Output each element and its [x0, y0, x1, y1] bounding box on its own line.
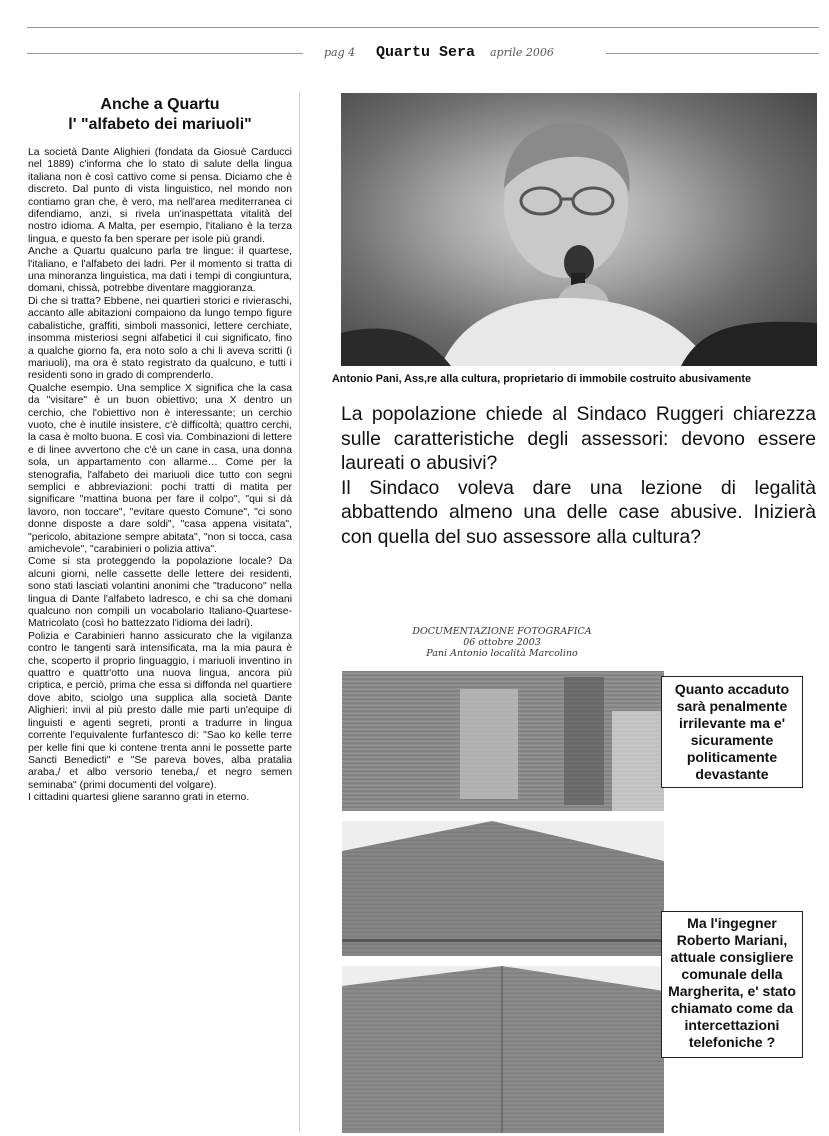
masthead [0, 44, 829, 64]
building-photo-1 [342, 671, 664, 811]
newspaper-name: Quartu Sera [376, 44, 476, 61]
building-side-illustration [342, 966, 664, 1133]
callout-question: La popolazione chiede al Sindaco Ruggeri chiarezza sulle caratteristiche degli assessori: devono essere laureati o abusivi? [341, 403, 816, 475]
page-number: pag 4 [324, 46, 356, 59]
documentation-header [340, 626, 664, 659]
documentation-title: DOCUMENTAZIONE FOTOGRAFICA [412, 626, 592, 637]
headline-line-1: Anche a Quartu [100, 96, 220, 113]
masthead-rule-right [606, 53, 819, 54]
photo-documentation [340, 618, 664, 1133]
masthead-rule-left [27, 53, 303, 54]
building-photo-3 [342, 966, 664, 1133]
column-divider [299, 92, 300, 1132]
portrait-illustration [341, 93, 817, 366]
documentation-location: Pani Antonio località Marcolino [426, 648, 578, 659]
issue-date: aprile 2006 [490, 46, 554, 59]
article-paragraph: Qualche esempio. Una semplice X significa che la casa da "visitare" è un buon obiettivo; una X dentro un cerchio, che l'obiettivo non è interessante; un cerchio vuoto, che è inutile insistere, c'è difficoltà; quattro cerchi, la casa è molto buona. E così via. Combinazioni di lettere e di linee avvertono che c'è un cane in casa, una donna sola, un appartamento con allarme… Come per la stenografia, l'alfabeto dei mariuoli dice tutto con segni semplici e abbreviazioni: pochi tratti di matita per significare "mattina buona per fare il colpo", "qui si dà lavoro, non toccare", "evitare questo Comune", "ci sono donne disposte a dare soldi", "casa appena visitata", "pericolo, abitazione sempre abitata", "non si tocca, casa amichevole", "carabinieri o polizia attiva". [28, 382, 292, 555]
documentation-date: 06 ottobre 2003 [463, 637, 541, 648]
article-headline [28, 95, 292, 135]
article-paragraph: Come si sta proteggendo la popolazione locale? Da alcuni giorni, nelle cassette delle lettere dei residenti, sono stati lasciati volantini anonimi che "traducono" nella lingua di Dante l'alfabeto ladresco, e chi sa che domani qualcuno non compili un vocabolario Italiano-Quartese-Matricolato (così ho battezzato l'idioma dei ladri). [28, 556, 292, 630]
article-paragraph: Anche a Quartu qualcuno parla tre lingue: il quartese, l'italiano, e l'alfabeto dei ladri. Per il momento si tratta di una minoranza linguistica, ma dati i tempi di congiuntura, domani, chissà, potrebbe diventare maggioranza. [28, 246, 292, 295]
article-body [28, 147, 292, 805]
note-box-question: Ma l'ingegner Roberto Mariani, attuale consigliere comunale della Margherita, e' stato chiamato come da intercettazioni telefoniche ? [661, 911, 803, 1058]
building-roof-illustration [342, 821, 664, 956]
callout-statement: Il Sindaco voleva dare una lezione di legalità abbattendo almeno una delle case abusive. Inizierà con quella del suo assessore alla cultura? [341, 476, 816, 548]
article-paragraph: La società Dante Alighieri (fondata da Giosuè Carducci nel 1889) c'informa che lo stato di salute della lingua italiana non è così cattivo come si pensa. Diciamo che è discreto. Dal punto di vista linguistico, nel mondo non contiamo gran che, è vero, ma nell'area mediterranea ci difendiamo, anzi, si rivela un'inaspettata vitalità del nostro idioma. A Malta, per esempio, l'italiano è la terza lingua, e questo fa ben sperare per isole più grandi. [28, 147, 292, 245]
building-photo-2 [342, 821, 664, 956]
article-paragraph: Di che si tratta? Ebbene, nei quartieri storici e rivieraschi, accanto alle abitazioni compaiono da lungo tempo figure cabalistiche, graffiti, simboli massonici, lettere cerchiate, insomma misteriosi segni alfabetici il cui significato, fino a qualche giorno fa, era noto solo a chi li aveva scritti (i mariuoli), ma ora è stato registrato da qualcuno, e tutti i residenti sono in grado di comprenderlo. [28, 295, 292, 382]
article-paragraph: I cittadini quartesi gliene saranno grati in eterno. [28, 792, 250, 804]
top-rule [27, 27, 819, 28]
callout-text [341, 402, 816, 550]
article-column [28, 95, 292, 805]
building-wall-illustration [342, 671, 664, 811]
headline-line-2: l' "alfabeto dei mariuoli" [68, 116, 252, 133]
note-box-penal: Quanto accaduto sarà penalmente irrilevante ma e' sicuramente politicamente devastante [661, 676, 803, 788]
article-paragraph: Polizia e Carabinieri hanno assicurato che la vigilanza contro le tangenti sarà intensificata, ma la mia paura è che, scoperto il proprio linguaggio, i mariuoli inventino in quattro e quattr'otto una nuova lingua, ancora più criptica, e perciò, prima che essa si diffonda nel quartiere dove abito, sciolgo una supplica alla società Dante Alighieri: invii al più presto dalle mie parti un'equipe di linguisti e agenti segreti, pronti a tradurre in lingua corrente l'equivalente furfantesco di: "Sao ko kelle terre per kelle fini que ki contene trenta anni le possette parte Sancti Benedicti" e "Se pareva boves, alba pratalia araba,/ et albo versorio teneba,/ et negro semen seminaba" (primi documenti del volgare). [28, 630, 292, 791]
portrait-photo [341, 93, 817, 366]
photo-caption: Antonio Pani, Ass,re alla cultura, proprietario di immobile costruito abusivamente [332, 373, 751, 385]
